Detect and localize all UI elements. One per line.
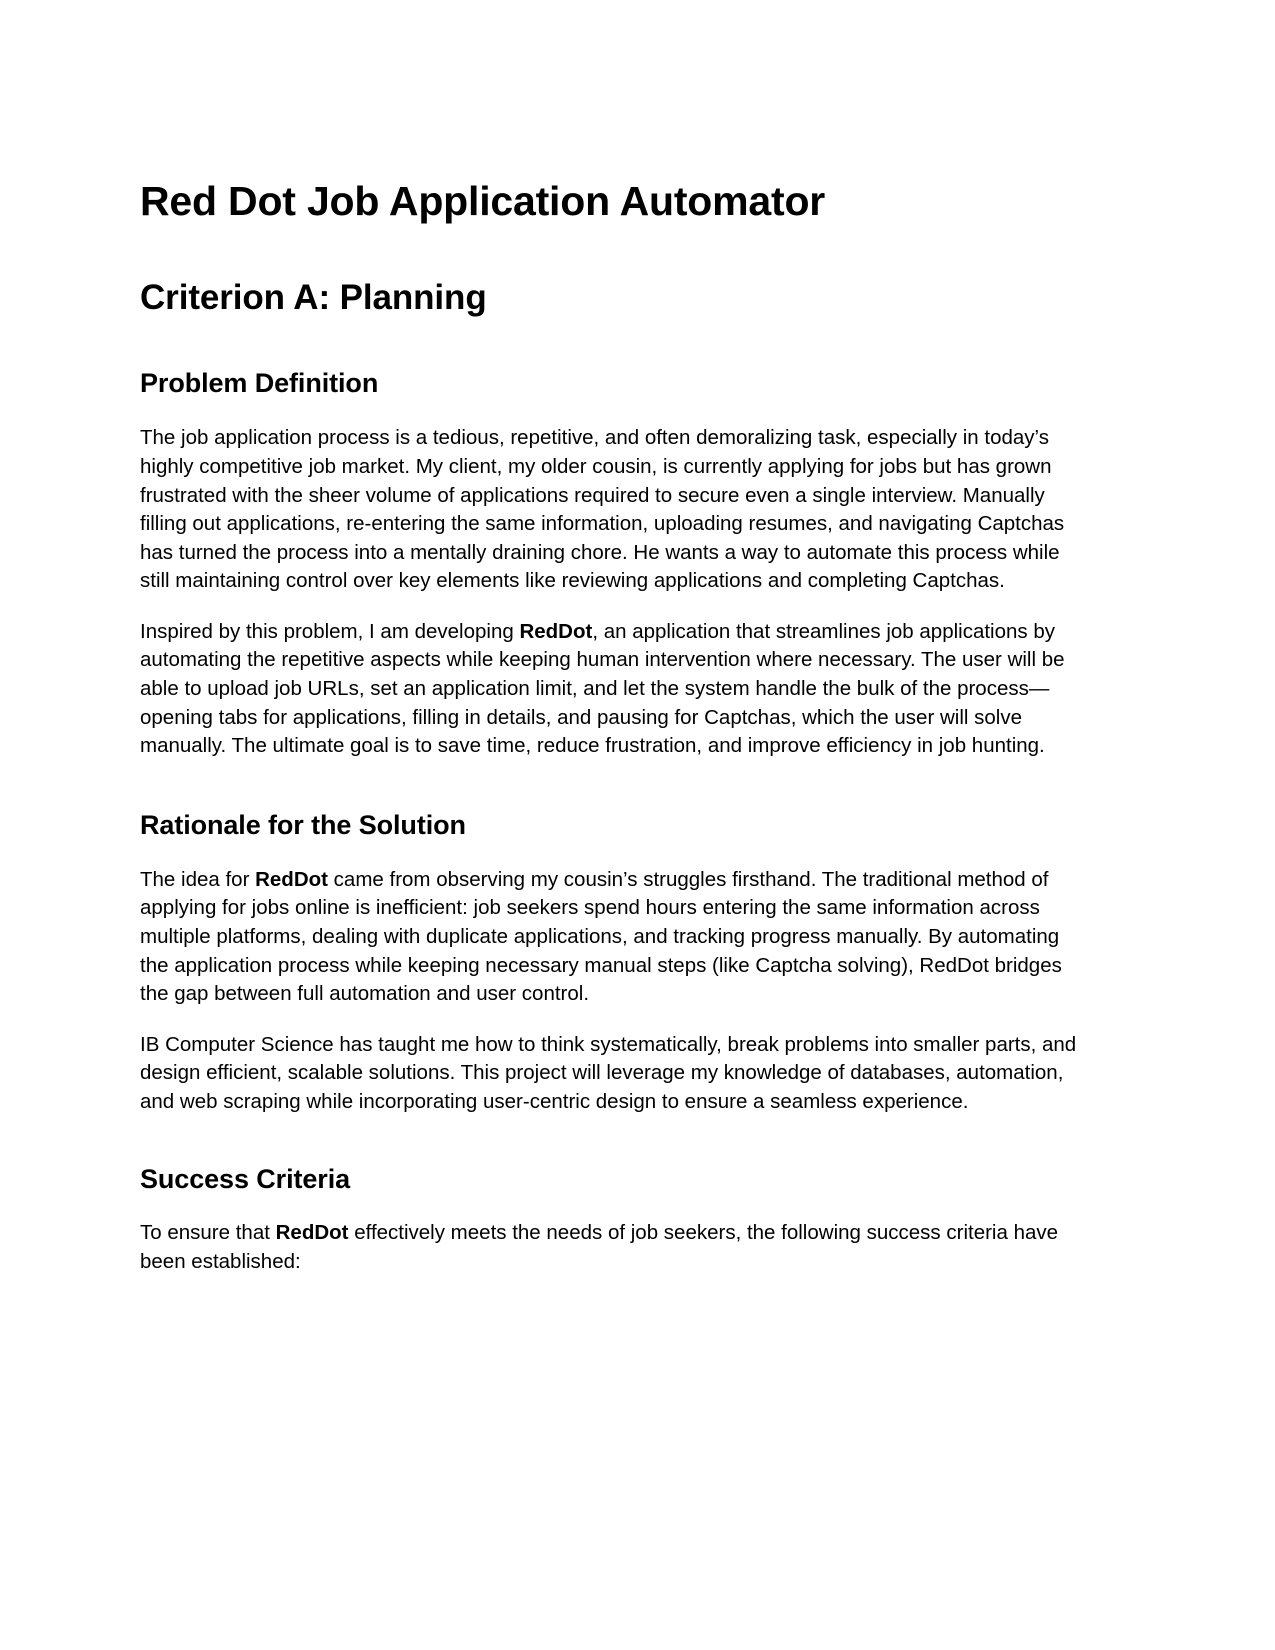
heading-criterion-a: Criterion A: Planning: [140, 278, 487, 318]
body-text: The job application process is a tedious, repetitive, and often demoralizing task, especially in today’s highly competitive job market. My client, my older cousin, is currently applying for jobs but has grown frustrated with the sheer volume of applications required to secure even a single interview. Manually filling out applications, re-entering the same information, uploading resumes, and navigating Captchas has turned the process into a mentally draining chore. He wants a way to automate this process while still maintaining control over key elements like reviewing applications and completing Captchas.: [140, 426, 1065, 593]
paragraph-success-intro: [140, 1219, 1078, 1276]
paragraph-idea-origin: [140, 866, 1078, 1009]
body-text: IB Computer Science has taught me how to think systematically, break problems into smaller parts, and design efficient, scalable solutions. This project will leverage my knowledge of databases, automation, and web scraping while incorporating user-centric design to ensure a seamless experience.: [140, 1032, 1077, 1113]
page-title: Red Dot Job Application Automator: [140, 178, 826, 224]
heading-success-criteria: Success Criteria: [140, 1163, 351, 1194]
body-text: The idea for: [140, 867, 256, 891]
body-text: came from observing my cousin’s struggles firsthand. The traditional method of applying for jobs online is inefficient: job seekers spend hours entering the same information across multiple platforms, dealing with duplicate applications, and tracking progress manually. By automating the application process while keeping necessary manual steps (like Captcha solving), RedDot bridges the gap between full automation and user control.: [140, 867, 1062, 1006]
emphasis-text: RedDot: [519, 619, 593, 643]
body-text: effectively meets the needs of job seekers, the following success criteria have been established:: [140, 1221, 1059, 1274]
body-text: Inspired by this problem, I am developing: [140, 619, 520, 643]
body-text: To ensure that: [140, 1221, 276, 1245]
paragraph-problem-intro: [140, 424, 1078, 596]
heading-problem-definition: Problem Definition: [140, 368, 379, 399]
emphasis-text: RedDot: [255, 867, 328, 891]
body-text: , an application that streamlines job applications by automating the repetitive aspects while keeping human intervention where necessary. The user will be able to upload job URLs, set an application limit, and let the system handle the bulk of the process—opening tabs for applications, filling in details, and pausing for Captchas, which the user will solve manually. The ultimate goal is to save time, reduce frustration, and improve efficiency in job hunting.: [140, 619, 1065, 758]
paragraph-ib-computer-science: [140, 1031, 1078, 1117]
heading-rationale: Rationale for the Solution: [140, 809, 466, 840]
emphasis-text: RedDot: [275, 1221, 349, 1245]
paragraph-reddot-intro: [140, 618, 1078, 761]
document-body: [140, 175, 1078, 1277]
